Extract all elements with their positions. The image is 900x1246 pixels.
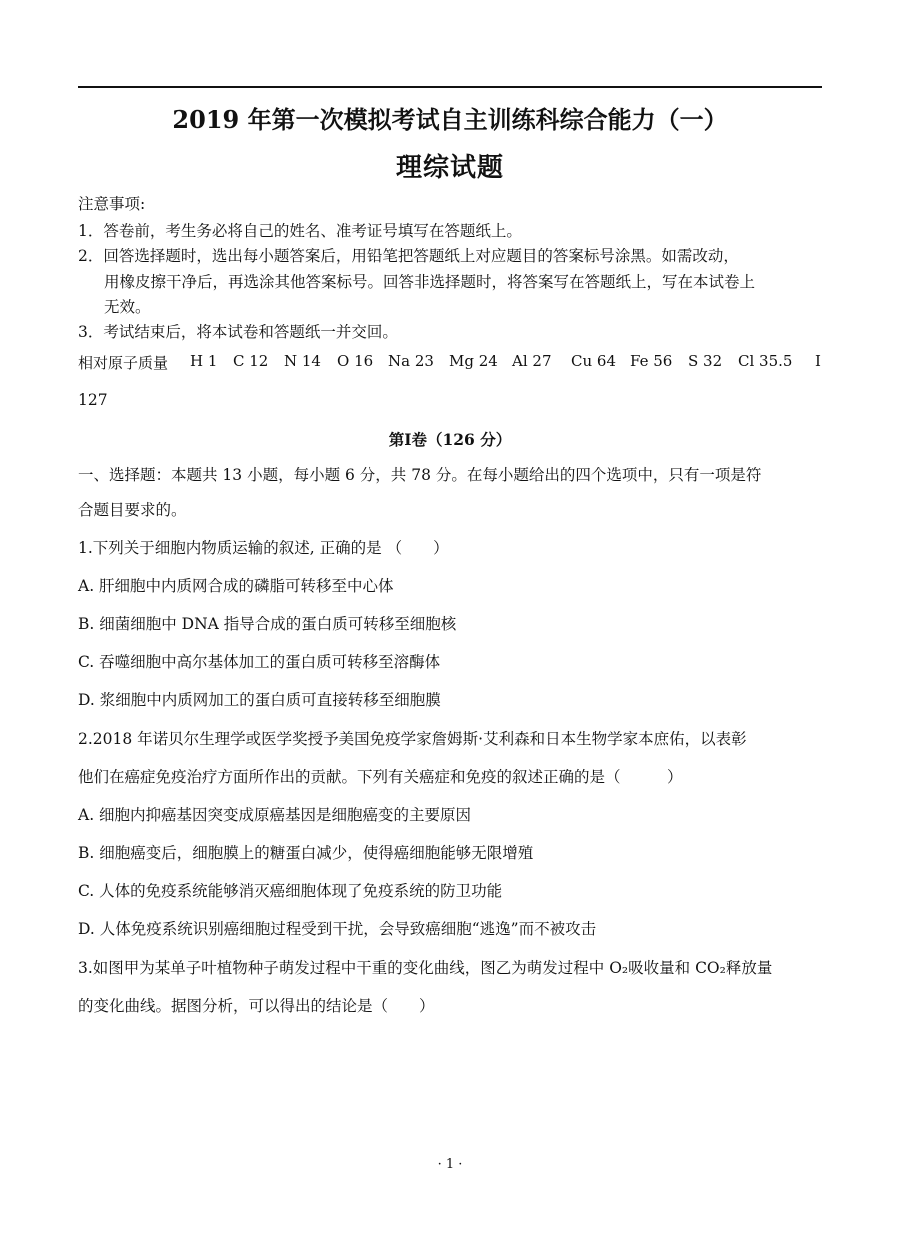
atomic-mass-continuation: 127 [78, 391, 108, 409]
section-title: 第Ⅰ卷（126 分） [388, 430, 512, 449]
page-number: · 1 · [437, 1157, 463, 1172]
question-stem: 他们在癌症免疫治疗方面所作出的贡献。下列有关癌症和免疫的叙述正确的是（ ） [78, 768, 683, 786]
notice-item: 3．考试结束后，将本试卷和答题纸一并交回。 [78, 323, 398, 341]
answer-option: D. 浆细胞中内质网加工的蛋白质可直接转移至细胞膜 [78, 691, 441, 709]
notice-item: 用橡皮擦干净后，再选涂其他答案标号。回答非选择题时，将答案写在答题纸上，写在本试卷上 [104, 273, 756, 291]
atomic-mass-entry: N 14 [284, 352, 321, 370]
answer-option: A. 肝细胞中内质网合成的磷脂可转移至中心体 [78, 577, 394, 595]
atomic-mass-entry: Al 27 [512, 352, 552, 370]
answer-option: A. 细胞内抑癌基因突变成原癌基因是细胞癌变的主要原因 [78, 806, 472, 824]
atomic-mass-entry: Cu 64 [571, 352, 616, 370]
answer-option: B. 细菌细胞中 DNA 指导合成的蛋白质可转移至细胞核 [78, 615, 457, 633]
question-stem: 1.下列关于细胞内物质运输的叙述, 正确的是 （ ） [78, 539, 449, 557]
notice-item: 无效。 [104, 298, 151, 316]
exam-title: 2019 年第一次模拟考试自主训练科综合能力（一） [172, 105, 728, 134]
atomic-mass-entry: C 12 [233, 352, 269, 370]
section-instruction: 一、选择题：本题共 13 小题，每小题 6 分，共 78 分。在每小题给出的四个选项中，只有一项是符 [78, 466, 762, 484]
atomic-mass-entry: S 32 [688, 352, 723, 370]
exam-subtitle: 理综试题 [395, 153, 504, 183]
atomic-mass-entry: Mg 24 [449, 352, 498, 370]
question-stem: 2.2018 年诺贝尔生理学或医学奖授予美国免疫学家詹姆斯·艾利森和日本生物学家本庶佑，以表彰 [78, 730, 747, 748]
question-stem: 3.如图甲为某单子叶植物种子萌发过程中干重的变化曲线，图乙为萌发过程中 O₂吸收量和 CO₂释放量 [78, 959, 773, 977]
atomic-mass-entry: Na 23 [388, 352, 434, 370]
answer-option: D. 人体免疫系统识别癌细胞过程受到干扰，会导致癌细胞“逃逸”而不被攻击 [78, 920, 597, 938]
header-rule [78, 86, 822, 88]
question-stem: 的变化曲线。据图分析，可以得出的结论是（ ） [78, 997, 435, 1015]
atomic-mass-entry: I [815, 352, 821, 370]
answer-option: C. 人体的免疫系统能够消灭癌细胞体现了免疫系统的防卫功能 [78, 882, 503, 900]
atomic-mass-entry: H 1 [190, 352, 218, 370]
atomic-mass-entry: O 16 [337, 352, 374, 370]
atomic-mass-entry: Cl 35.5 [738, 352, 793, 370]
atomic-mass-entry: Fe 56 [630, 352, 673, 370]
notice-heading: 注意事项: [78, 195, 146, 213]
notice-item: 1．答卷前，考生务必将自己的姓名、准考证号填写在答题纸上。 [78, 222, 522, 240]
notice-item: 2．回答选择题时，选出每小题答案后，用铅笔把答题纸上对应题目的答案标号涂黑。如需改动， [78, 247, 739, 265]
answer-option: C. 吞噬细胞中高尔基体加工的蛋白质可转移至溶酶体 [78, 653, 441, 671]
atomic-mass-label: 相对原子质量 [78, 354, 169, 372]
answer-option: B. 细胞癌变后，细胞膜上的糖蛋白减少，使得癌细胞能够无限增殖 [78, 844, 534, 862]
section-instruction: 合题目要求的。 [78, 501, 187, 519]
